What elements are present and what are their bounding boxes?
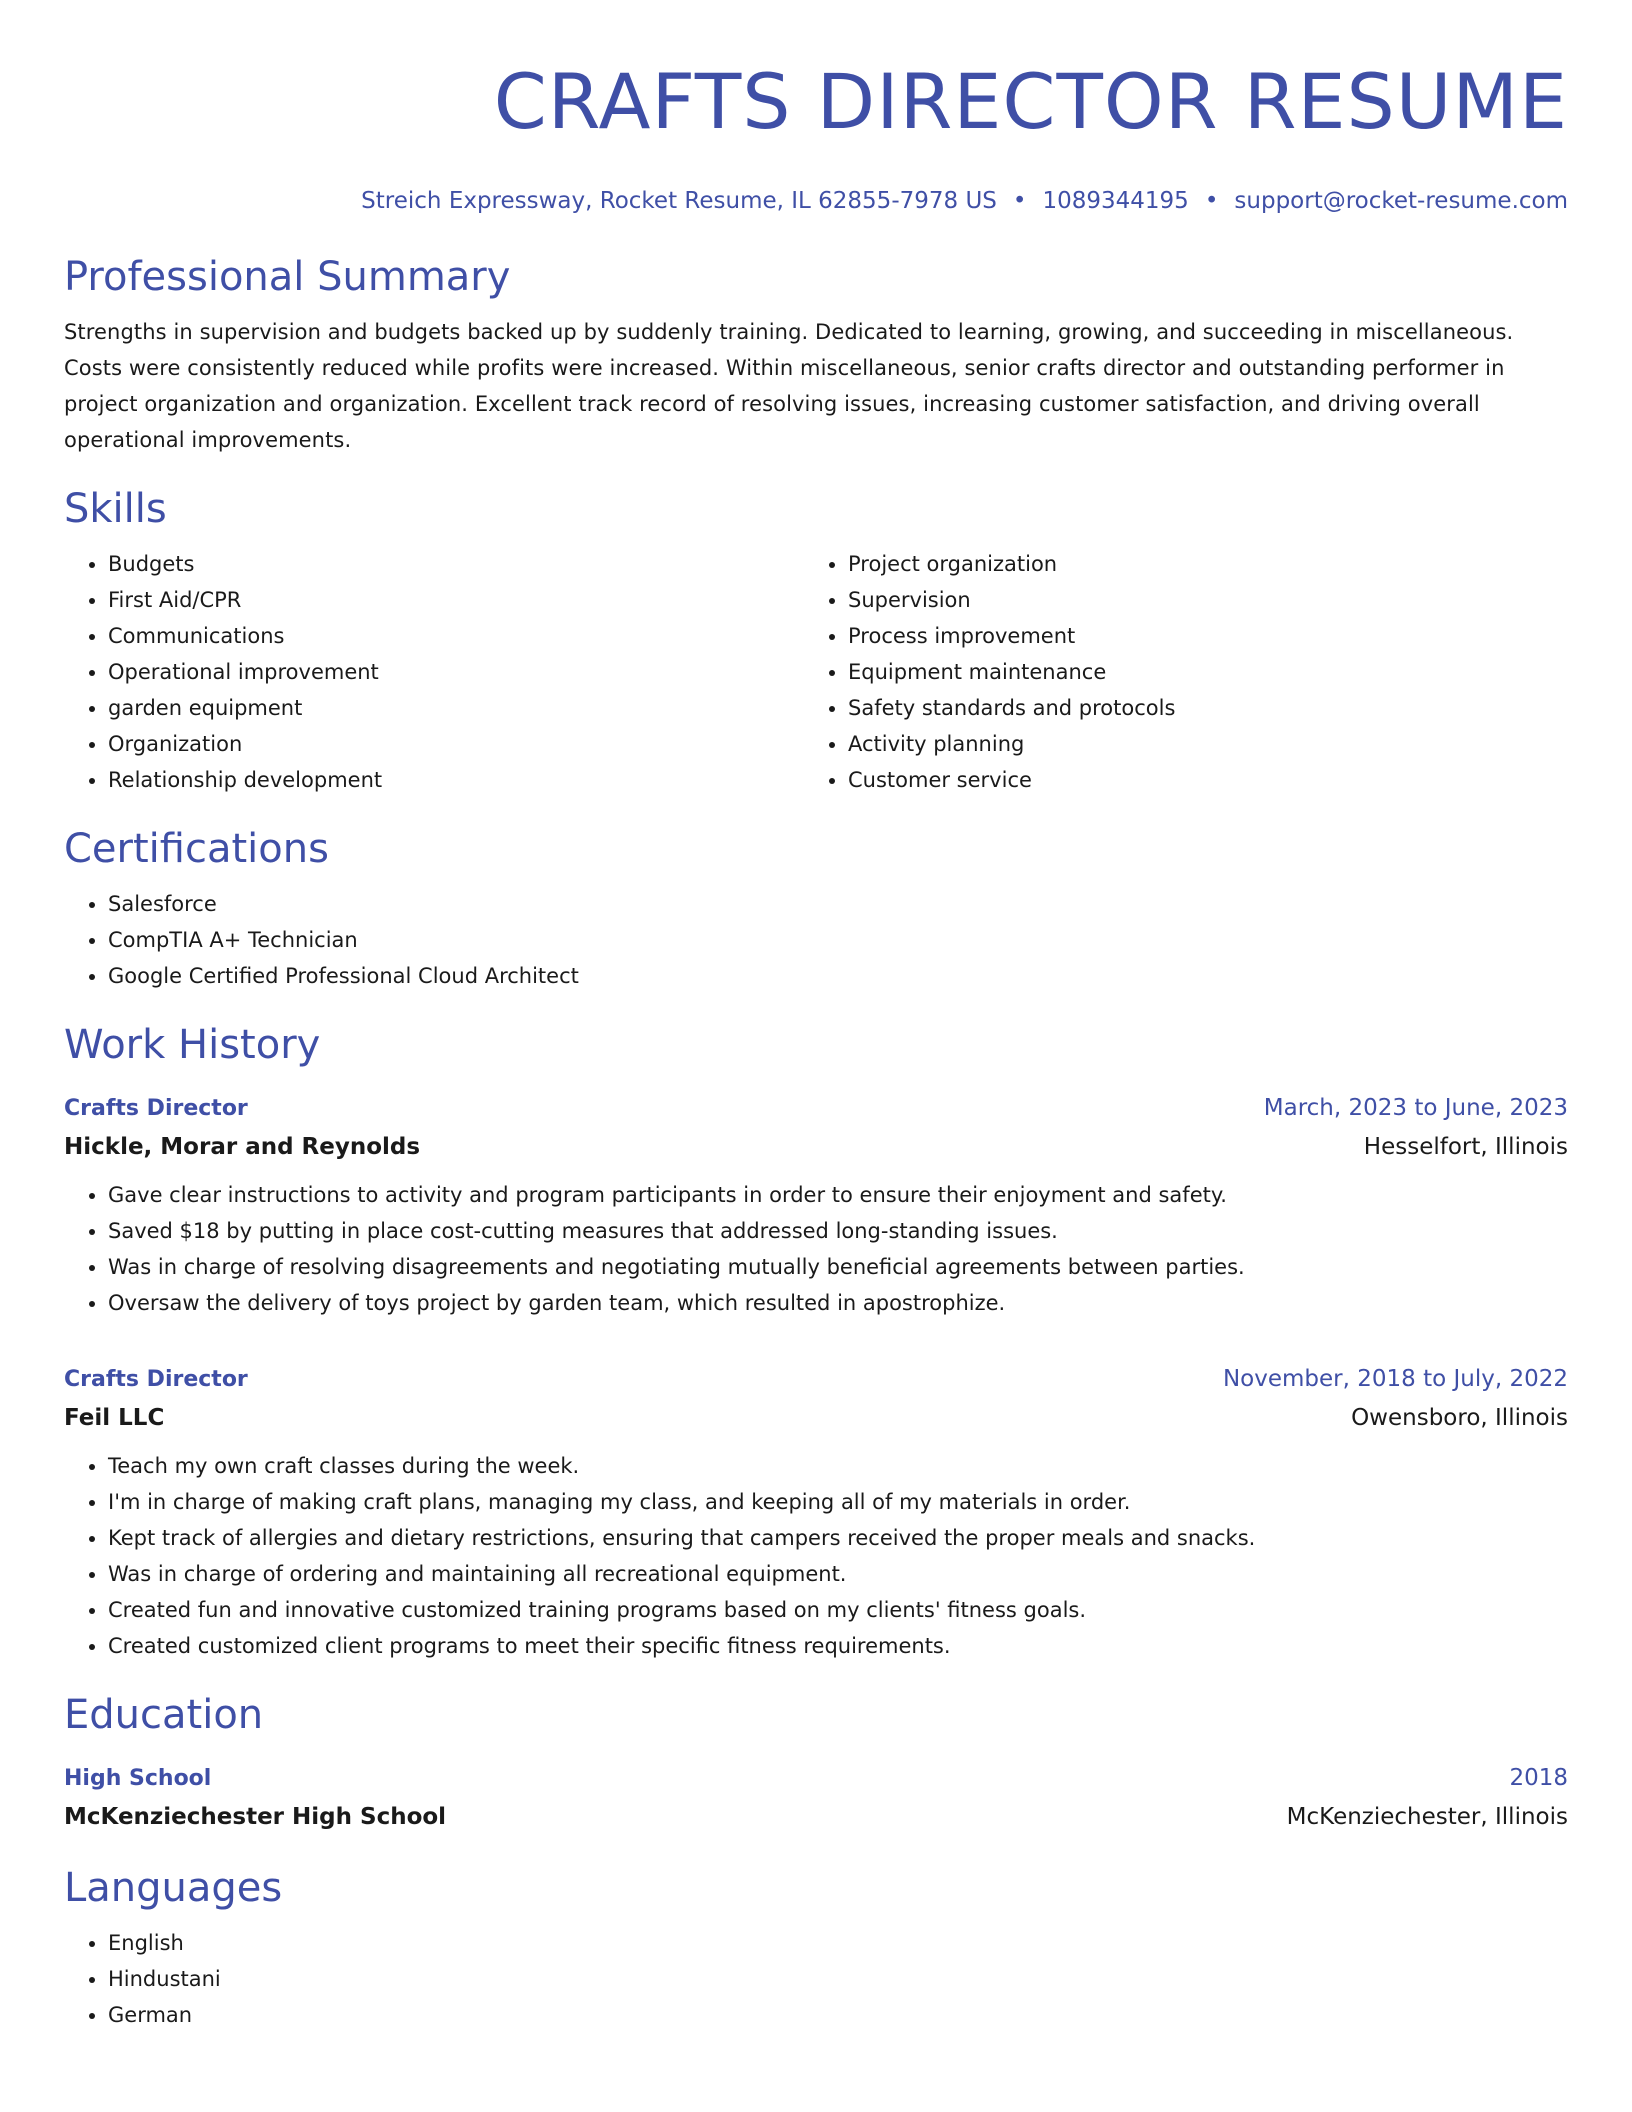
skills-heading: Skills: [64, 486, 167, 532]
job-entry: [64, 1090, 1568, 1321]
skill-item: • Operational improvement: [108, 654, 804, 690]
certifications-section: [64, 824, 1568, 994]
education-school-row: [64, 1797, 1568, 1837]
skills-list-right: [804, 546, 1568, 798]
job-dates: November, 2018 to July, 2022: [1222, 1366, 1568, 1392]
skill-item: • Communications: [108, 618, 804, 654]
job-duty: • I'm in charge of making craft plans, managing my class, and keeping all of my materials in order.: [108, 1484, 1568, 1520]
work-history-heading: Work History: [64, 1022, 321, 1068]
skill-item: • Project organization: [848, 546, 1568, 582]
job-header-row: [64, 1361, 1568, 1398]
skill-item: • Relationship development: [108, 762, 804, 798]
job-duty: • Was in charge of ordering and maintaining all recreational equipment.: [108, 1556, 1568, 1592]
job-company-row: [64, 1127, 1568, 1167]
education-heading: Education: [64, 1692, 264, 1738]
job-title: Crafts Director: [64, 1096, 248, 1121]
certification-item: • Salesforce: [108, 886, 1568, 922]
education-header-row: [64, 1760, 1568, 1797]
language-item: • Hindustani: [108, 1961, 1568, 1997]
skills-section: [64, 484, 1568, 798]
skill-item: • First Aid/CPR: [108, 582, 804, 618]
certification-item: • Google Certified Professional Cloud Architect: [108, 958, 1568, 994]
job-duty: • Was in charge of resolving disagreements and negotiating mutually beneficial agreements between parties.: [108, 1249, 1568, 1285]
skill-item: • Safety standards and protocols: [848, 690, 1568, 726]
contact-email: support@rocket-resume.com: [1234, 188, 1568, 214]
education-degree: High School: [64, 1766, 212, 1791]
job-entry: [64, 1361, 1568, 1664]
education-year: 2018: [1509, 1765, 1568, 1791]
job-company: Hickle, Morar and Reynolds: [64, 1134, 421, 1160]
job-duty: • Created fun and innovative customized training programs based on my clients' fitness goals.: [108, 1592, 1568, 1628]
job-header-row: [64, 1090, 1568, 1127]
languages-section: [64, 1863, 1568, 2033]
job-location: Hesselfort, Illinois: [1363, 1134, 1568, 1160]
work-history-section: [64, 1020, 1568, 1664]
skills-grid: [64, 546, 1568, 798]
languages-heading: Languages: [64, 1865, 283, 1911]
resume-header: [64, 54, 1568, 216]
job-company: Feil LLC: [64, 1405, 165, 1431]
skill-item: • garden equipment: [108, 690, 804, 726]
job-duties-list: [64, 1448, 1568, 1664]
education-location: McKenziechester, Illinois: [1286, 1804, 1568, 1830]
contact-address: Streich Expressway, Rocket Resume, IL 62855-7978 US: [361, 188, 997, 214]
summary-text: Strengths in supervision and budgets backed up by suddenly training. Dedicated to learning, growing, and succeeding in miscellaneous. Costs were consistently reduced while profits were increased. Within miscellaneous, senior crafts director and outstanding performer in project organization and organization. Excellent track record of resolving issues, increasing customer satisfaction, and driving overall operational improvements.: [64, 320, 1514, 452]
skill-item: • Organization: [108, 726, 804, 762]
job-duty: • Oversaw the delivery of toys project by garden team, which resulted in apostrophize.: [108, 1285, 1568, 1321]
certifications-list: [64, 886, 1568, 994]
resume-title: CRAFTS DIRECTOR RESUME: [493, 57, 1568, 146]
summary-section: [64, 252, 1568, 458]
certification-item: • CompTIA A+ Technician: [108, 922, 1568, 958]
education-entry: [64, 1760, 1568, 1837]
job-duty: • Created customized client programs to meet their specific fitness requirements.: [108, 1628, 1568, 1664]
education-section: [64, 1690, 1568, 1837]
skill-item: • Supervision: [848, 582, 1568, 618]
job-duties-list: [64, 1177, 1568, 1321]
education-school: McKenziechester High School: [64, 1804, 447, 1830]
contact-phone: 1089344195: [1042, 188, 1189, 214]
skill-item: • Activity planning: [848, 726, 1568, 762]
skill-item: • Budgets: [108, 546, 804, 582]
job-duty: • Teach my own craft classes during the week.: [108, 1448, 1568, 1484]
job-duty: • Saved $18 by putting in place cost-cutting measures that addressed long-standing issues.: [108, 1213, 1568, 1249]
summary-heading: Professional Summary: [64, 254, 511, 300]
job-location: Owensboro, Illinois: [1351, 1405, 1568, 1431]
contact-separator: •: [1012, 188, 1027, 214]
skill-item: • Customer service: [848, 762, 1568, 798]
job-duty: • Gave clear instructions to activity and program participants in order to ensure their enjoyment and safety.: [108, 1177, 1568, 1213]
job-company-row: [64, 1398, 1568, 1438]
skills-column-right: [804, 546, 1568, 798]
languages-list: [64, 1925, 1568, 2033]
certifications-heading: Certifications: [64, 826, 329, 872]
job-dates: March, 2023 to June, 2023: [1263, 1095, 1568, 1121]
language-item: • English: [108, 1925, 1568, 1961]
contact-line: [64, 186, 1568, 216]
skill-item: • Equipment maintenance: [848, 654, 1568, 690]
skills-column-left: [64, 546, 804, 798]
skills-list-left: [64, 546, 804, 798]
skill-item: • Process improvement: [848, 618, 1568, 654]
job-duty: • Kept track of allergies and dietary restrictions, ensuring that campers received the proper meals and snacks.: [108, 1520, 1568, 1556]
language-item: • German: [108, 1997, 1568, 2033]
job-title: Crafts Director: [64, 1367, 248, 1392]
contact-separator: •: [1204, 188, 1219, 214]
